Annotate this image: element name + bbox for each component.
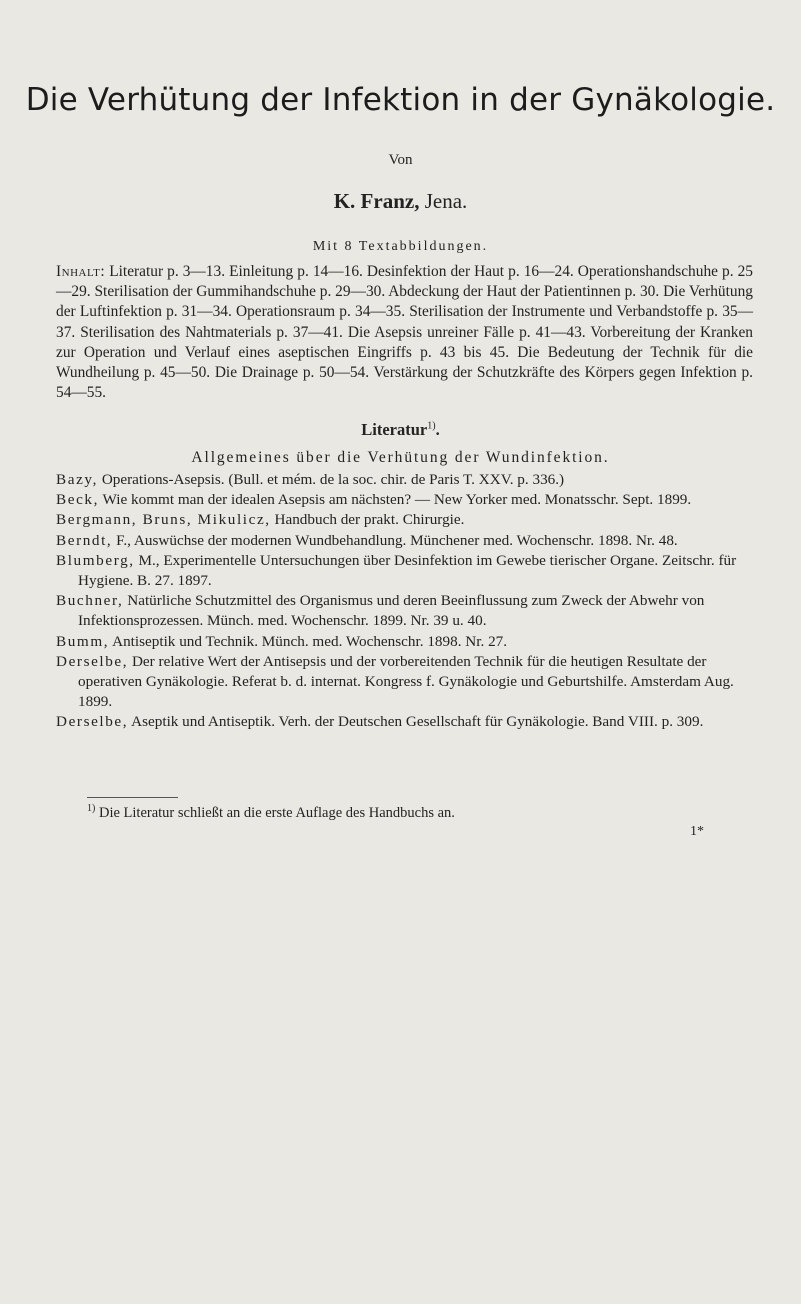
reference-text: Wie kommt man der idealen Asepsis am nächsten? — New Yorker med. Monatsschr. Sept. 1899.	[102, 491, 692, 509]
contents-label: Inhalt:	[56, 263, 106, 280]
reference-entry	[56, 510, 753, 530]
author-name: K. Franz,	[333, 189, 420, 213]
reference-author: Berndt,	[56, 531, 113, 549]
page-number: 1*	[690, 824, 704, 839]
reference-entry	[56, 591, 753, 631]
reference-text: Natürliche Schutzmittel des Organismus und deren Beeinflussung zum Zweck der Abwehr von Infektionsprozessen. Münch. med. Wochenschr. 1899. Nr. 39 u. 40.	[78, 592, 705, 630]
footnote-text: Die Literatur schließt an die erste Auflage des Handbuchs an.	[98, 804, 455, 821]
reference-author: Derselbe,	[56, 713, 129, 731]
author-line	[0, 189, 801, 214]
byline-von: Von	[388, 152, 413, 168]
figures-note: Mit 8 Textabbildungen.	[312, 239, 489, 254]
literature-footnote-mark: 1)	[427, 420, 436, 432]
reference-entry	[56, 490, 753, 510]
reference-text: Antiseptik und Technik. Münch. med. Wochenschr. 1898. Nr. 27.	[112, 632, 508, 650]
reference-author: Beck,	[56, 491, 100, 509]
reference-entry	[56, 712, 753, 732]
chapter-title: Die Verhütung der Infektion in der Gynäkologie.	[25, 82, 776, 118]
reference-author: Bumm,	[56, 632, 110, 650]
reference-author: Derselbe,	[56, 652, 129, 670]
reference-text: M., Experimentelle Untersuchungen über Desinfektion im Gewebe tierischer Organe. Zeitschr. für Hygiene. B. 27. 1897.	[78, 551, 737, 590]
reference-text: Operations-Asepsis. (Bull. et mém. de la soc. chir. de Paris T. XXV. p. 336.)	[101, 471, 565, 488]
literature-heading-text: Literatur	[361, 420, 428, 439]
literature-heading: Literatur$^{1)}$.	[361, 420, 440, 439]
reference-author: Buchner,	[56, 592, 124, 610]
contents-text: Literatur p. 3—13. Einleitung p. 14—16. Desinfektion der Haut p. 16—24. Operationshandschuhe p. 25—29. Sterilisation der Gummihandschuhe p. 29—30. Abdeckung der Haut der Patientinnen p. 30. Die Verhütung der Luftinfektion p. 31—34. Operationsraum p. 34—35. Sterilisation der Instrumente und Verbandstoffe p. 35—37. Sterilisation des Nahtmaterials p. 37—41. Die Asepsis unreiner Fälle p. 41—43. Vorbereitung der Kranken zur Operation und Verlauf eines aseptischen Eingriffs p. 43 bis 45. Die Bedeutung der Technik für die Wundheilung p. 45—50. Die Drainage p. 50—54. Verstärkung der Schutzkräfte des Körpers gegen Infektion p. 54—55.	[56, 263, 753, 402]
reference-entry	[56, 551, 753, 591]
reference-entry	[56, 632, 753, 652]
reference-text: Aseptik und Antiseptik. Verh. der Deutschen Gesellschaft für Gynäkologie. Band VIII. p. 309.	[131, 713, 704, 731]
footnote	[87, 803, 455, 822]
reference-entry	[56, 470, 753, 490]
reference-author: Bergmann, Bruns, Mikulicz,	[56, 511, 271, 529]
reference-text: F., Auswüchse der modernen Wundbehandlung. Münchener med. Wochenschr. 1898. Nr. 48.	[116, 531, 678, 549]
contents-paragraph	[56, 262, 753, 403]
footnote-mark: 1)	[87, 803, 96, 814]
literature-subheading: Allgemeines über die Verhütung der Wundinfektion.	[191, 449, 610, 466]
author-place: Jena.	[424, 189, 468, 213]
reference-entry	[56, 531, 753, 551]
reference-text: Handbuch der prakt. Chirurgie.	[274, 511, 465, 529]
footnote-divider	[87, 797, 178, 798]
reference-text: Der relative Wert der Antisepsis und der vorbereitenden Technik für die heutigen Resultate der operativen Gynäkologie. Referat b. d. internat. Kongress f. Gynäkologie und Geburtshilfe. Amsterdam Aug. 1899.	[78, 652, 734, 711]
reference-author: Bazy,	[56, 471, 99, 488]
reference-list	[56, 470, 753, 733]
reference-entry	[56, 652, 753, 713]
reference-author: Blumberg,	[56, 551, 135, 569]
